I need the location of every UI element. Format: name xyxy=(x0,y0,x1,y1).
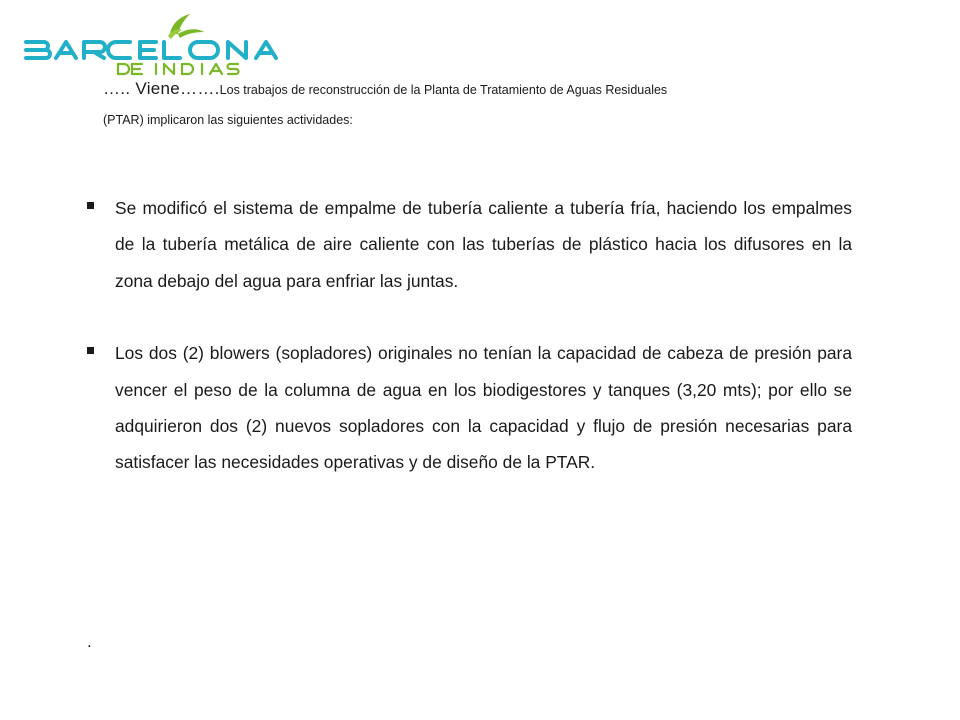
leaf-icon xyxy=(168,14,204,39)
list-item-text: Se modificó el sistema de empalme de tubería caliente a tubería fría, haciendo los empalmes de la tubería metálica de aire caliente con las tuberías de plástico hacia los difusores en la zona debajo del agua para enfriar las juntas. xyxy=(115,198,852,291)
intro-paragraph xyxy=(103,74,853,135)
trailing-period: . xyxy=(87,632,92,651)
intro-text-line2: (PTAR) implicaron las siguientes actividades: xyxy=(103,113,353,127)
logo-graphic xyxy=(22,14,298,78)
barcelona-de-indias-logo xyxy=(22,14,298,78)
intro-text-line1: Los trabajos de reconstrucción de la Planta de Tratamiento de Aguas Residuales xyxy=(219,83,668,97)
wordmark-barcelona xyxy=(26,42,276,58)
list-item-text: Los dos (2) blowers (sopladores) originales no tenían la capacidad de cabeza de presión para vencer el peso de la columna de agua en los biodigestores y tanques (3,20 mts); por ello se adquirieron dos (2) nuevos sopladores con la capacidad y flujo de presión necesarias para satisfacer las necesidades operativas y de diseño de la PTAR. xyxy=(115,343,852,473)
list-item xyxy=(87,190,852,299)
square-bullet-icon xyxy=(87,347,94,354)
list-item xyxy=(87,335,852,481)
wordmark-de-indias xyxy=(118,64,239,74)
intro-lead: ….. Viene……. xyxy=(103,79,220,98)
square-bullet-icon xyxy=(87,202,94,209)
activities-list xyxy=(87,190,852,517)
